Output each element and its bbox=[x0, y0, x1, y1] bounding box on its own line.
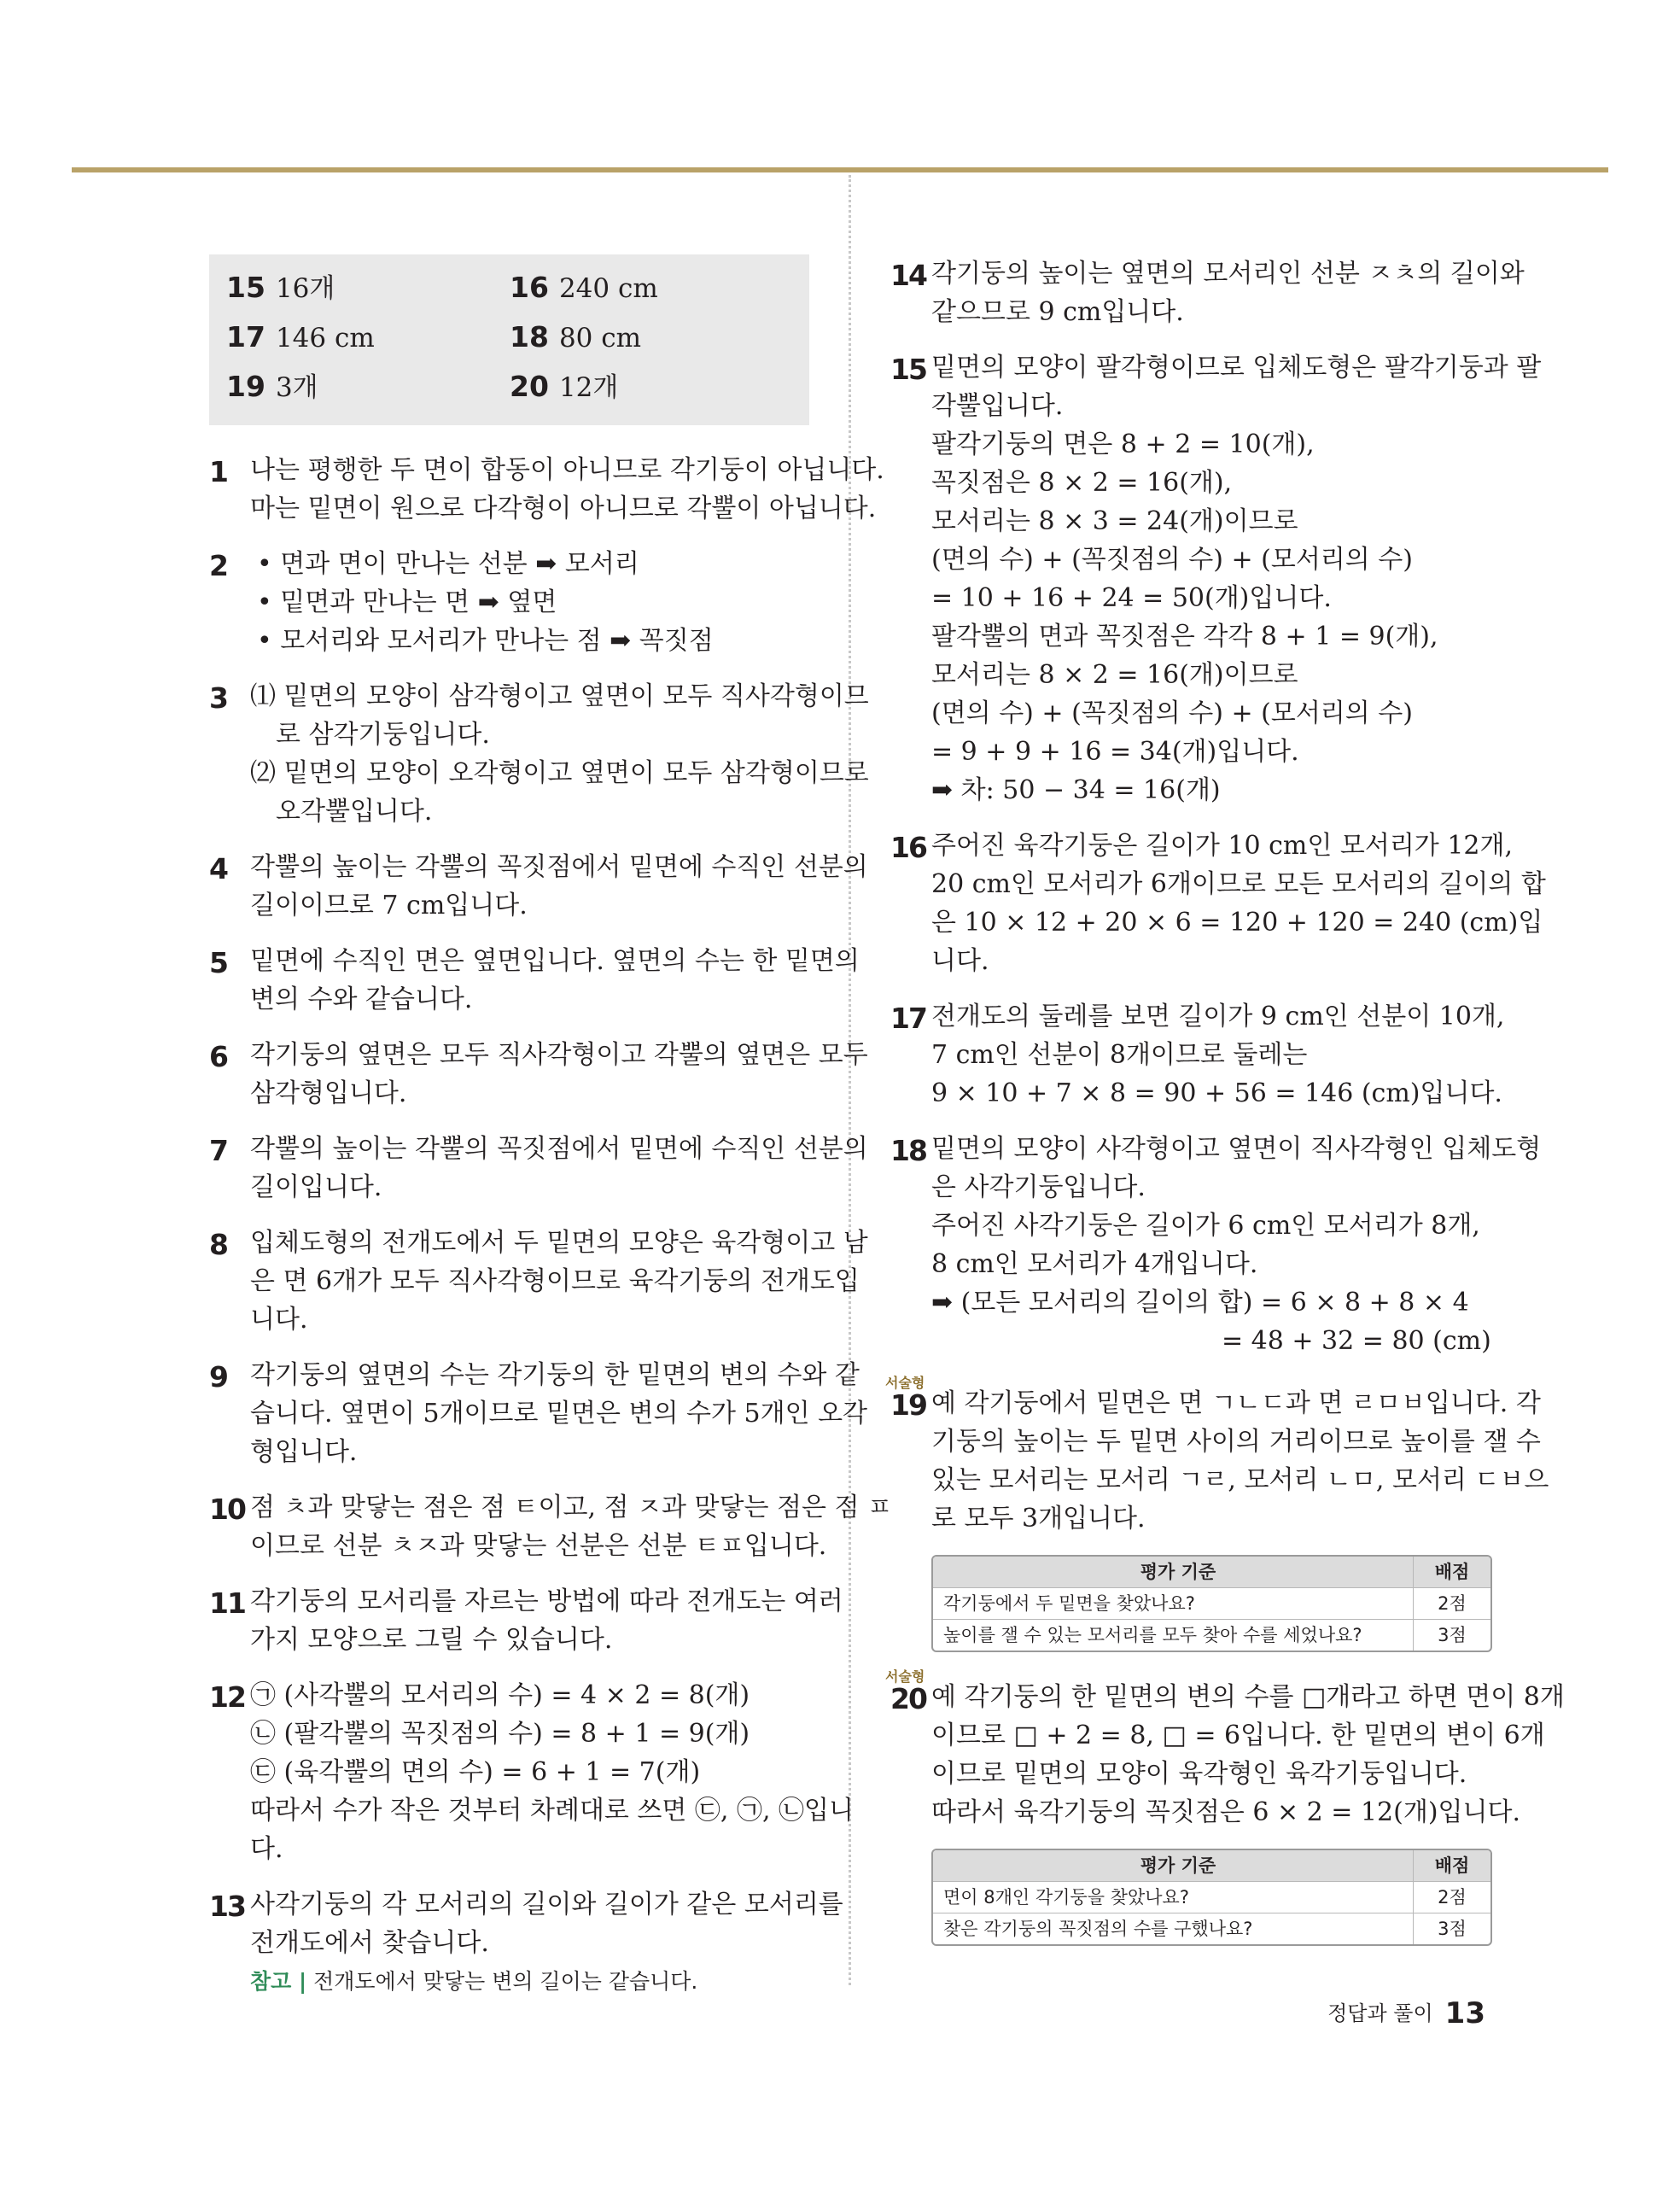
solution-19: 서술형 19 예 각기둥에서 밑면은 면 ㄱㄴㄷ과 면 ㄹㅁㅂ입니다. 각 기둥의 높이는 두 밑면 사이의 거리이므로 높이를 잴 수 있는 모서리는 모서리 ㄱㄹ, 모서리 ㄴㅁ, 모서리 ㄷㅂ으 로 모두 3개입니다. 평가 기준 배점 각기둥에서 두 밑면을 찾았나요? 2점 높이를 잴 수 있는 모서리를 모두 찾아 수를 세었나요? 3점 bbox=[890, 1384, 1492, 1652]
descriptive-tag: 서술형 bbox=[885, 1668, 925, 1685]
rubric-row: 높이를 잴 수 있는 모서리를 모두 찾아 수를 세었나요? 3점 bbox=[933, 1619, 1490, 1651]
column-divider bbox=[849, 175, 851, 1985]
solution-15: 15 밑면의 모양이 팔각형이므로 입체도형은 팔각기둥과 팔 각뿔입니다. 팔각기둥의 면은 8 + 2 = 10(개), 꼭짓점은 8 × 2 = 16(개), 모서리는 8 × 3 = 24(개)이므로 (면의 수) + (꼭짓점의 수) + (모서리의 수) = 10 + 16 + 24 = 50(개)입니다. 팔각뿔의 면과 꼭짓점은 각각 8 + 1 = 9(개), 모서리는 8 × 2 = 16(개)이므로 (면의 수) + (꼭짓점의 수) + (모서리의 수) = 9 + 9 + 16 = 34(개)입니다. ➡ 차: 50 − 34 = 16(개) bbox=[890, 353, 1542, 805]
right-column bbox=[885, 254, 1565, 1966]
solution-5: 5 밑면에 수직인 면은 옆면입니다. 옆면의 수는 한 밑면의 변의 수와 같습니다. bbox=[209, 946, 860, 1014]
rubric-row: 면이 8개인 각기둥을 찾았나요? 2점 bbox=[933, 1881, 1490, 1913]
solution-1: 1 나는 평행한 두 면이 합동이 아니므로 각기둥이 아닙니다. 마는 밑면이 원으로 다각형이 아니므로 각뿔이 아닙니다. bbox=[209, 455, 884, 523]
answer-20: 20 12개 bbox=[510, 370, 619, 403]
rubric-table-19 bbox=[931, 1555, 1492, 1652]
page-footer bbox=[1327, 1996, 1485, 2030]
rubric-row: 각기둥에서 두 밑면을 찾았나요? 2점 bbox=[933, 1587, 1490, 1619]
solution-3: 3 ⑴ 밑면의 모양이 삼각형이고 옆면이 모두 직사각형이므 로 삼각기둥입니다. ⑵ 밑면의 모양이 오각형이고 옆면이 모두 삼각형이므로 오각뿔입니다. bbox=[209, 681, 869, 827]
solution-20: 서술형 20 예 각기둥의 한 밑면의 변의 수를 □개라고 하면 면이 8개 이므로 □ + 2 = 8, □ = 6입니다. 한 밑면의 변이 6개 이므로 밑면의 모양이 육각형인 육각기둥입니다. 따라서 육각기둥의 꼭짓점은 6 × 2 = 12(개)입니다. 평가 기준 배점 면이 8개인 각기둥을 찾았나요? 2점 찾은 각기둥의 꼭짓점의 수를 구했나요? 3점 bbox=[890, 1678, 1492, 1946]
answer-17: 17 146 cm bbox=[226, 320, 375, 353]
solution-11: 11 각기둥의 모서리를 자르는 방법에 따라 전개도는 여러 가지 모양으로 그릴 수 있습니다. bbox=[209, 1586, 843, 1655]
rubric-header: 평가 기준 배점 bbox=[933, 1557, 1490, 1587]
page-number: 13 bbox=[1444, 1996, 1485, 2030]
solution-13: 13 사각기둥의 각 모서리의 길이와 길이가 같은 모서리를 전개도에서 찾습니다. 참고 | 전개도에서 맞닿는 변의 길이는 같습니다. bbox=[209, 1885, 809, 2001]
solution-2: 2 • 면과 면이 만나는 선분 ➡ 모서리 • 밑면과 만나는 면 ➡ 옆면 • 모서리와 모서리가 만나는 점 ➡ 꼭짓점 bbox=[209, 549, 714, 656]
solution-18: 18 밑면의 모양이 사각형이고 옆면이 직사각형인 입체도형 은 사각기둥입니다. 주어진 사각기둥은 길이가 6 cm인 모서리가 8개, 8 cm인 모서리가 4개입니다. ➡ (모든 모서리의 길이의 합) = 6 × 8 + 8 × 4 = 48 + 32 = 80 (cm) bbox=[890, 1134, 1542, 1356]
left-column bbox=[209, 254, 892, 2018]
solution-16: 16 주어진 육각기둥은 길이가 10 cm인 모서리가 12개, 20 cm인 모서리가 6개이므로 모든 모서리의 길이의 합 은 10 × 12 + 20 × 6 = 120 + 120 = 240 (cm)입 니다. bbox=[890, 831, 1546, 976]
solution-17: 17 전개도의 둘레를 보면 길이가 9 cm인 선분이 10개, 7 cm인 선분이 8개이므로 둘레는 9 × 10 + 7 × 8 = 90 + 56 = 146 (cm)입니다. bbox=[890, 1002, 1505, 1108]
rubric-row: 찾은 각기둥의 꼭짓점의 수를 구했나요? 3점 bbox=[933, 1913, 1490, 1944]
reference-note: 참고 | 전개도에서 맞닿는 변의 길이는 같습니다. bbox=[250, 1969, 698, 1994]
solution-7: 7 각뿔의 높이는 각뿔의 꼭짓점에서 밑면에 수직인 선분의 길이입니다. bbox=[209, 1134, 868, 1202]
solution-9: 9 각기둥의 옆면의 수는 각기둥의 한 밑면의 변의 수와 같 습니다. 옆면이 5개이므로 밑면은 변의 수가 5개인 오각 형입니다. bbox=[209, 1360, 868, 1467]
answer-16: 16 240 cm bbox=[510, 271, 658, 304]
answer-15: 15 16개 bbox=[226, 271, 335, 304]
descriptive-tag: 서술형 bbox=[885, 1375, 925, 1391]
solution-8: 8 입체도형의 전개도에서 두 밑면의 모양은 육각형이고 남 은 면 6개가 모두 직사각형이므로 육각기둥의 전개도입 니다. bbox=[209, 1228, 868, 1335]
answer-18: 18 80 cm bbox=[510, 320, 641, 353]
rubric-header: 평가 기준 배점 bbox=[933, 1850, 1490, 1881]
solution-10: 10 점 ㅊ과 맞닿는 점은 점 ㅌ이고, 점 ㅈ과 맞닿는 점은 점 ㅍ 이므로 선분 ㅊㅈ과 맞닿는 선분은 선분 ㅌㅍ입니다. bbox=[209, 1493, 892, 1561]
answer-box bbox=[209, 254, 809, 425]
header-rule bbox=[72, 167, 1608, 172]
rubric-table-20 bbox=[931, 1849, 1492, 1946]
footer-label: 정답과 풀이 bbox=[1327, 2001, 1433, 2025]
answer-19: 19 3개 bbox=[226, 370, 318, 403]
solution-14: 14 각기둥의 높이는 옆면의 모서리인 선분 ㅈㅊ의 길이와 같으므로 9 cm입니다. bbox=[890, 259, 1525, 327]
solution-4: 4 각뿔의 높이는 각뿔의 꼭짓점에서 밑면에 수직인 선분의 길이이므로 7 cm입니다. bbox=[209, 852, 868, 920]
solution-6: 6 각기둥의 옆면은 모두 직사각형이고 각뿔의 옆면은 모두 삼각형입니다. bbox=[209, 1040, 868, 1108]
solution-12: 12 ㉠ (사각뿔의 모서리의 수) = 4 × 2 = 8(개) ㉡ (팔각뿔의 꼭짓점의 수) = 8 + 1 = 9(개) ㉢ (육각뿔의 면의 수) = 6 + 1 = 7(개) 따라서 수가 작은 것부터 차례대로 쓰면 ㉢, ㉠, ㉡입니 다. bbox=[209, 1680, 855, 1864]
